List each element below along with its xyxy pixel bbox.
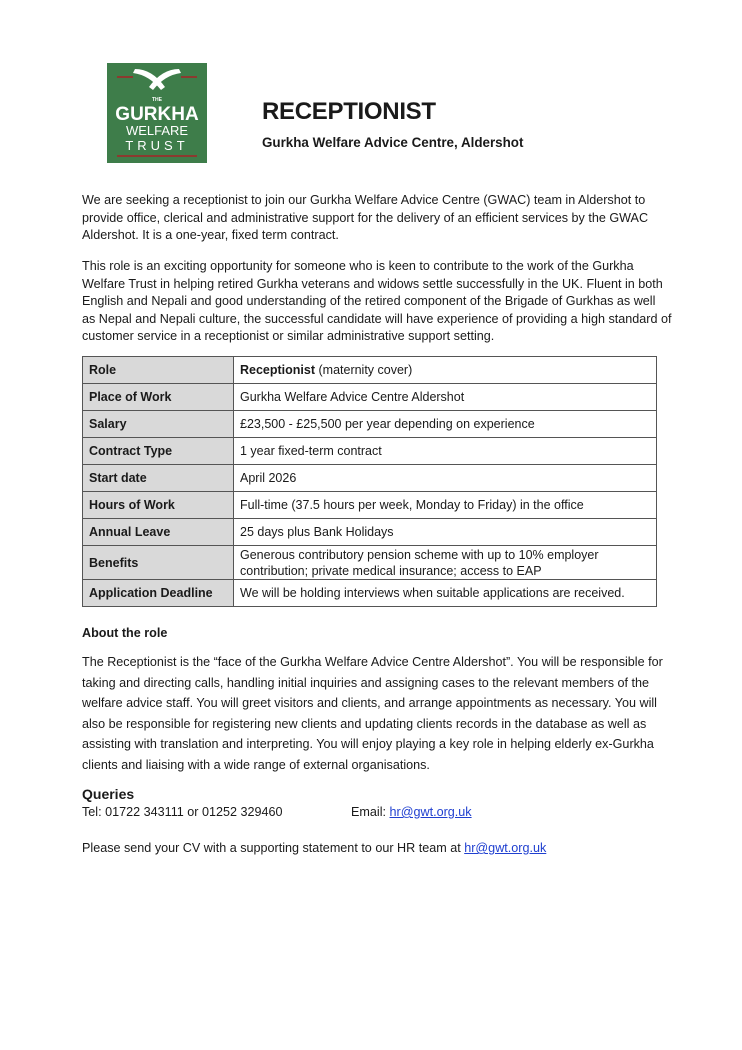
- table-row: [83, 492, 657, 519]
- row-value: April 2026: [234, 465, 657, 492]
- email-link[interactable]: hr@gwt.org.uk: [389, 805, 472, 819]
- role-name: Receptionist: [240, 363, 316, 377]
- row-value: Generous contributory pension scheme with up to 10% employer contribution; private medical insurance; access to EAP: [234, 546, 657, 580]
- row-value: Gurkha Welfare Advice Centre Aldershot: [234, 384, 657, 411]
- row-label: Hours of Work: [83, 492, 234, 519]
- svg-text:TRUST: TRUST: [125, 138, 189, 153]
- row-label: Role: [83, 357, 234, 384]
- svg-text:THE: THE: [152, 97, 162, 103]
- page-subtitle: Gurkha Welfare Advice Centre, Aldershot: [262, 135, 524, 150]
- row-value: Full-time (37.5 hours per week, Monday to Friday) in the office: [234, 492, 657, 519]
- hr-email-link[interactable]: hr@gwt.org.uk: [464, 841, 547, 855]
- intro-paragraph-1: We are seeking a receptionist to join our Gurkha Welfare Advice Centre (GWAC) team in Aldershot to provide office, clerical and administrative support for the delivery of an efficient services by the GWAC Aldershot. It is a one-year, fixed term contract.: [82, 193, 649, 243]
- role-note: (maternity cover): [315, 363, 413, 377]
- about-heading: About the role: [82, 626, 168, 640]
- table-row: [83, 438, 657, 465]
- table-row: [83, 411, 657, 438]
- email-label: Email:: [351, 805, 390, 819]
- table-row: [83, 519, 657, 546]
- send-cv-text: Please send your CV with a supporting statement to our HR team at: [82, 841, 465, 855]
- row-label: Salary: [83, 411, 234, 438]
- send-cv-line: [82, 841, 546, 855]
- table-row: [83, 546, 657, 580]
- row-value: £23,500 - £25,500 per year depending on experience: [234, 411, 657, 438]
- intro-paragraph-2: This role is an exciting opportunity for someone who is keen to contribute to the work of the Gurkha Welfare Trust in helping retired Gurkha veterans and widows settle successfully in the UK. Fluent in both English and Nepali and good understanding of the retired component of the Brigade of Gurkhas as well as Nepal and Nepali culture, the successful candidate will have experience of providing a high standard of customer service in a receptionist or similar administrative support setting.: [82, 259, 672, 344]
- gurkha-welfare-trust-logo: [107, 63, 207, 163]
- table-row: [83, 580, 657, 607]
- about-paragraph: The Receptionist is the “face of the Gurkha Welfare Advice Centre Aldershot”. You will be responsible for taking and directing calls, handling initial inquiries and assigning cases to the relevant members of the welfare advice staff. You will greet visitors and clients, and arrange appointments as necessary. You will also be responsible for registering new clients and updating clients records in the database as well as assisting with translation and interpreting. You will enjoy playing a key role in helping elderly ex-Gurkha clients and liaising with a wide range of external organisations.: [82, 655, 663, 772]
- row-value: [234, 357, 657, 384]
- row-label: Start date: [83, 465, 234, 492]
- email-line: [351, 805, 472, 819]
- table-row: [83, 357, 657, 384]
- job-details-table: [82, 356, 657, 607]
- telephone-numbers: Tel: 01722 343111 or 01252 329460: [82, 805, 283, 819]
- table-row: [83, 384, 657, 411]
- page-title: RECEPTIONIST: [262, 98, 436, 125]
- svg-text:GURKHA: GURKHA: [115, 104, 199, 125]
- crossed-kukri-icon: [107, 63, 207, 163]
- row-label: Place of Work: [83, 384, 234, 411]
- row-value: We will be holding interviews when suitable applications are received.: [234, 580, 657, 607]
- svg-text:WELFARE: WELFARE: [125, 123, 189, 138]
- row-label: Benefits: [83, 546, 234, 580]
- row-value: 1 year fixed-term contract: [234, 438, 657, 465]
- queries-heading: Queries: [82, 786, 135, 802]
- row-label: Annual Leave: [83, 519, 234, 546]
- row-label: Application Deadline: [83, 580, 234, 607]
- table-row: [83, 465, 657, 492]
- row-label: Contract Type: [83, 438, 234, 465]
- row-value: 25 days plus Bank Holidays: [234, 519, 657, 546]
